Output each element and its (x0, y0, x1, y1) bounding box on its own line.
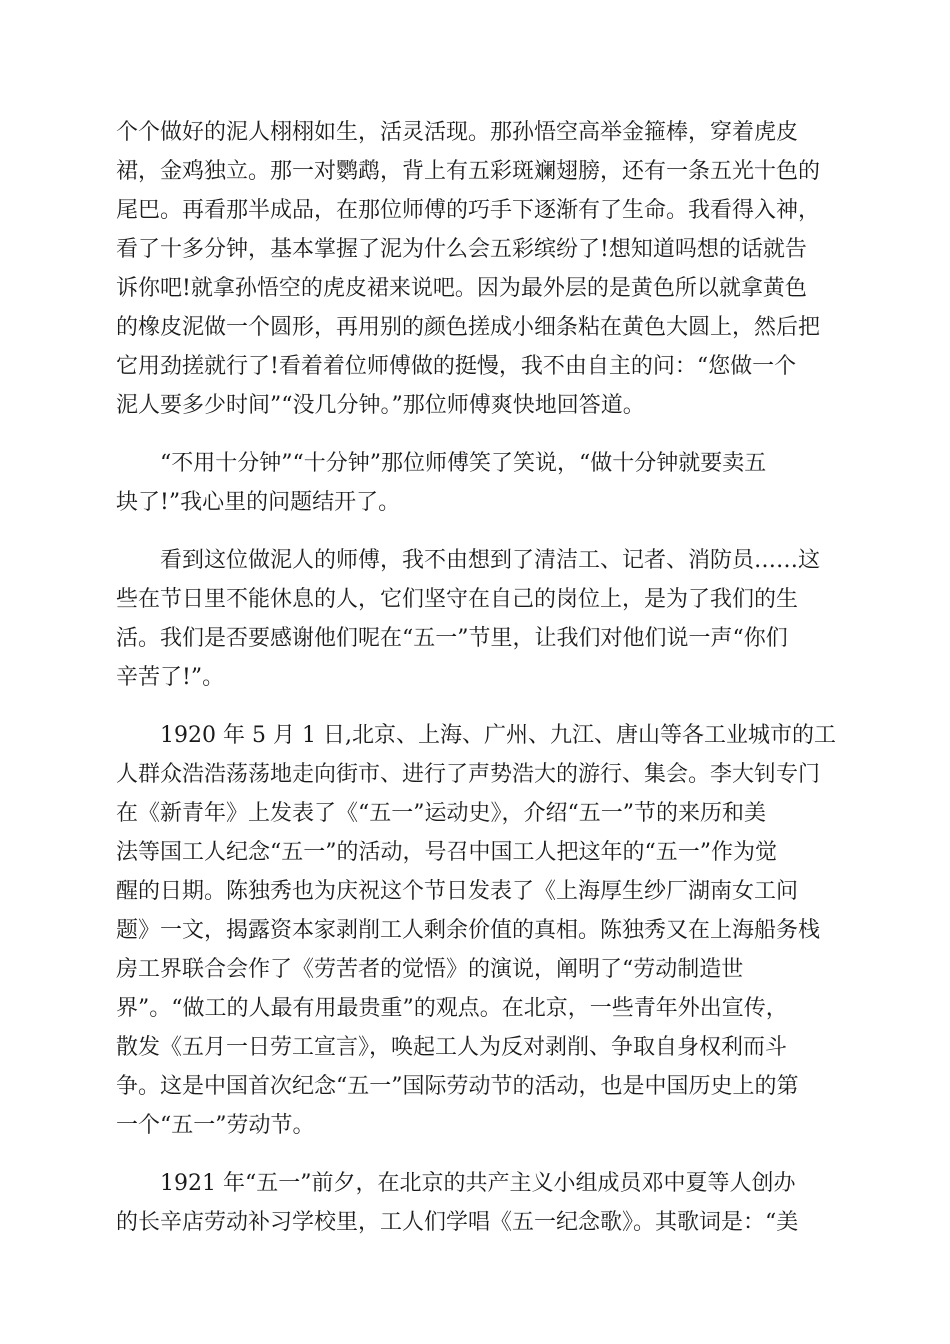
text-line: 看了十多分钟，基本掌握了泥为什么会五彩缤纷了!想知道吗想的话就告 (116, 237, 807, 262)
text-line: 看到这位做泥人的师傅，我不由想到了清洁工、记者、消防员……这 (160, 548, 821, 573)
text-line: 裙，金鸡独立。那一对鹦鹉，背上有五彩斑斓翅膀，还有一条五光十色的 (116, 159, 821, 184)
document-page (116, 113, 834, 1242)
text-line: 在《新青年》上发表了《“五一”运动史》，介绍“五一”节的来历和美 (116, 801, 766, 826)
text-line: 房工界联合会作了《劳苦者的觉悟》的演说，阐明了“劳动制造世 (116, 957, 744, 982)
paragraph-3 (116, 541, 834, 697)
text-line: “不用十分钟”“十分钟”那位师傅笑了笑说，“做十分钟就要卖五 (160, 451, 767, 476)
paragraph-1 (116, 113, 834, 425)
text-line: 辛苦了!”。 (116, 665, 225, 690)
text-line: 尾巴。再看那半成品，在那位师傅的巧手下逐渐有了生命。我看得入神， (116, 198, 821, 223)
text-line: 的长辛店劳动补习学校里，工人们学唱《五一纪念歌》。其歌词是：“美 (116, 1210, 799, 1235)
text-line: 人群众浩浩荡荡地走向街市、进行了声势浩大的游行、集会。李大钊专门 (116, 762, 821, 787)
text-line: 散发《五月一日劳工宣言》，唤起工人为反对剥削、争取自身权利而斗 (116, 1035, 788, 1060)
text-line: 活。我们是否要感谢他们呢在“五一”节里，让我们对他们说一声“你们 (116, 626, 788, 651)
text-line: 1920 年 5 月 1 日,北京、上海、广州、九江、唐山等各工业城市的工 (160, 723, 836, 748)
text-line: 它用劲搓就行了!看着着位师傅做的挺慢，我不由自主的问：“您做一个 (116, 354, 797, 379)
text-line: 争。这是中国首次纪念“五一”国际劳动节的活动，也是中国历史上的第 (116, 1074, 799, 1099)
text-line: 法等国工人纪念“五一”的活动，号召中国工人把这年的“五一”作为觉 (116, 840, 777, 865)
paragraph-5 (116, 1164, 834, 1242)
text-line: 的橡皮泥做一个圆形，再用别的颜色搓成小细条粘在黄色大圆上，然后把 (116, 315, 821, 340)
paragraph-2 (116, 444, 834, 522)
text-line: 个个做好的泥人栩栩如生，活灵活现。那孙悟空高举金箍棒，穿着虎皮 (116, 120, 799, 145)
text-line: 1921 年“五一”前夕，在北京的共产主义小组成员邓中夏等人创办 (160, 1171, 796, 1196)
text-line: 题》一文，揭露资本家剥削工人剩余价值的真相。陈独秀又在上海船务栈 (116, 918, 821, 943)
text-line: 块了!”我心里的问题结开了。 (116, 490, 401, 515)
text-line: 一个“五一”劳动节。 (116, 1113, 315, 1138)
text-line: 些在节日里不能休息的人，它们坚守在自己的岗位上，是为了我们的生 (116, 587, 799, 612)
text-line: 界”。“做工的人最有用最贵重”的观点。在北京，一些青年外出宣传， (116, 996, 788, 1021)
text-line: 醒的日期。陈独秀也为庆祝这个节日发表了《上海厚生纱厂湖南女工问 (116, 879, 799, 904)
text-line: 泥人要多少时间”“没几分钟。”那位师傅爽快地回答道。 (116, 393, 645, 418)
paragraph-4 (116, 716, 834, 1145)
text-line: 诉你吧!就拿孙悟空的虎皮裙来说吧。因为最外层的是黄色所以就拿黄色 (116, 276, 807, 301)
